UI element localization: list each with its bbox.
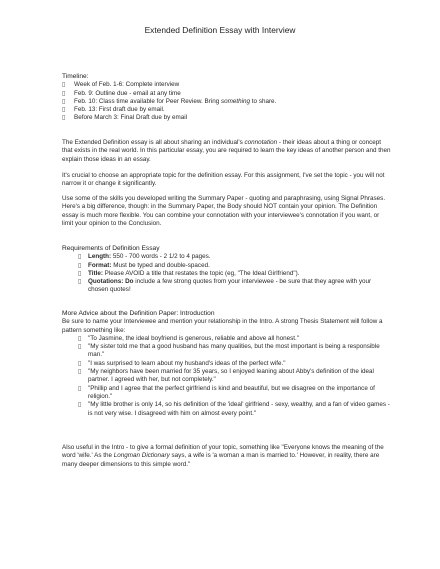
requirements-heading: Requirements of Definition Essay [62, 245, 160, 252]
timeline-item: ▯ Week of Feb. 1-6: Complete interview [62, 81, 180, 89]
bullet-icon: ▯ [78, 254, 82, 261]
timeline-section [62, 73, 392, 123]
thesis-example: ▯ "Phillip and I agree that the perfect girlfriend is kind and beautiful, but we disagree on the importance of religion." [78, 384, 375, 400]
thesis-example: ▯ "To Jasmine, the ideal boyfriend is generous, reliable and above all honest." [78, 334, 299, 342]
bullet-icon: ▯ [78, 335, 82, 342]
requirements-section [62, 245, 392, 295]
skills-paragraph: Use some of the skills you developed writing the Summary Paper - quoting and paraphrasing, using Signal Phrases. Here's a big difference, though: in the Summary Paper, the Body should NOT contain your opinion. The Definition essay is much more flexible. You can combine your connotation with your interviewee's connotation if you want, or limit your opinion to the Conclusion. [62, 195, 386, 227]
requirement-item: ▯ Quotations: Do include a few strong quotes from your interviewee - be sure that they agree with your chosen quotes! [78, 278, 372, 294]
bullet-icon: ▯ [78, 360, 82, 367]
bullet-icon: ▯ [78, 344, 82, 351]
timeline-item: ▯ Feb. 9: Outline due - email at any time [62, 89, 181, 97]
intro-paragraph: The Extended Definition essay is all about sharing an individual's connotation - their ideas about a thing or concept that exists in the real world. In this particular essay, you are required to learn the key ideas of another person and then explain those ideas in an essay. [62, 139, 391, 163]
bullet-icon: ▯ [62, 98, 66, 105]
requirement-item: ▯ Length: 550 - 700 words - 2 1/2 to 4 pages. [78, 253, 211, 261]
timeline-item: ▯ Feb. 13: First draft due by email. [62, 106, 165, 114]
requirement-item: ▯ Format: Must be typed and double-spaced. [78, 261, 210, 269]
bullet-icon: ▯ [78, 270, 82, 277]
document-title: Extended Definition Essay with Interview [144, 25, 296, 35]
topic-paragraph: It's crucial to choose an appropriate topic for the definition essay. For this assignment, I've set the topic - you will not narrow it or change it significantly. [62, 172, 385, 188]
thesis-example: ▯ "My sister told me that a good husband has many qualities, but the most important is being a responsible man." [78, 343, 380, 359]
bullet-icon: ▯ [78, 262, 82, 269]
bullet-icon: ▯ [62, 115, 66, 122]
timeline-heading: Timeline: [62, 73, 89, 80]
thesis-example: ▯ "My neighbors have been married for 35 years, so I enjoyed leaning about Abby's definition of the ideal partner. I agreed with her, but not completely." [78, 368, 374, 384]
bullet-icon: ▯ [62, 107, 66, 114]
thesis-example: ▯ "My little brother is only 14, so his definition of the 'ideal' girlfriend - sexy, wealthy, and a fan of video games - is not very wise. I disagreed with him on almost every point." [78, 401, 390, 417]
timeline-item: ▯ Feb. 10: Class time available for Peer Review. Bring something to share. [62, 97, 277, 105]
timeline-item: ▯ Before March 3: Final Draft due by email [62, 114, 188, 122]
bullet-icon: ▯ [78, 402, 82, 409]
closing-paragraph: Also useful in the Intro - to give a formal definition of your topic, something like "Everyone knows the meaning of the word 'wife.' As the Longman Dictionary says, a wife is 'a woman a man is married to.' However, in reality, there are many deeper dimensions to this simple word." [62, 444, 384, 468]
advice-intro: Be sure to name your Interviewee and mention your relationship in the Intro. A strong Thesis Statement will follow a pattern something like: [62, 318, 383, 334]
advice-section [62, 310, 392, 418]
bullet-icon: ▯ [78, 279, 82, 286]
advice-heading: More Advice about the Definition Paper: Introduction [62, 310, 215, 317]
bullet-icon: ▯ [78, 369, 82, 376]
bullet-icon: ▯ [62, 90, 66, 97]
bullet-icon: ▯ [62, 82, 66, 89]
bullet-icon: ▯ [78, 385, 82, 392]
requirement-item: ▯ Title: Please AVOID a title that restates the topic (eg, "The Ideal Girlfriend"). [78, 269, 300, 277]
thesis-example: ▯ "I was surprised to learn about my husband's ideas of the perfect wife." [78, 359, 286, 367]
